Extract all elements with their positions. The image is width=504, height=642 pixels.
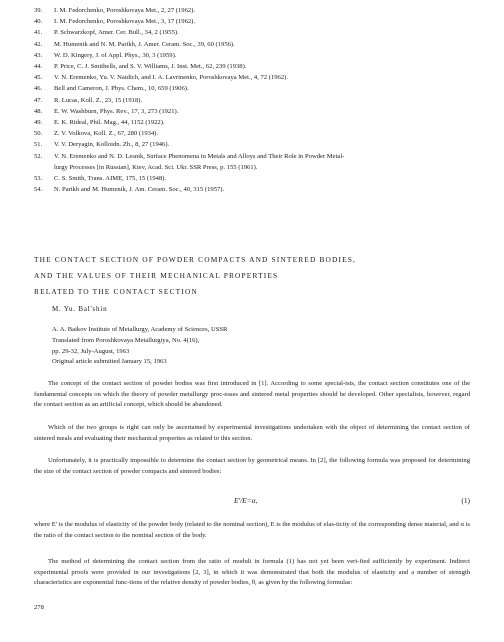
reference-item [34,39,474,50]
reference-line: Bell and Cameron, J. Phys. Chem., 10, 659 (1906). [54,85,189,93]
reference-line: I. M. Fedorchenko, Poroshkovaya Met., 2, 27 (1962). [54,7,196,14]
reference-item [34,50,474,61]
reference-number: 45. [34,74,43,82]
reference-number: 39. [34,7,43,14]
reference-line: Z. V. Volkova, Koll. Z., 67, 280 (1934). [54,130,159,138]
reference-line: V. N. Eremenko, Yu. V. Naidich, and I. A. Lavrinenko, Poroshkovaya Met., 4, 72 (1962). [54,74,288,82]
reference-text [54,173,474,184]
reference-line: E. W. Washburn, Phys. Rev., 17, 3, 273 (1921). [54,107,179,115]
affiliation-line: Translated from Poroshkovaya Metallurgiya, No. 4(16), [52,336,200,344]
reference-line: I. M. Fedorchenko, Poroshkovaya Met., 3, 17 (1962). [54,18,196,26]
reference-text [54,16,474,27]
affiliation-line: A. A. Baikov Institute of Metallurgy, Academy of Sciences, USSR [52,326,228,333]
body-paragraph: Which of the two groups is right can only be ascertained by experimental investigations undertaken with the object of determining the contact section of sintered meals and evaluating their mechanical properties as related to this section. [34,424,470,442]
reference-item [34,139,474,150]
reference-number: 53. [34,175,43,183]
reference-line: V. N. Eremenko and N. D. Lesnik, Surface Phenomena in Metals and Alloys and Their Role in Powder Metal- [54,152,345,160]
reference-item [34,128,474,139]
equation-expression: E'/E=α, [234,496,258,505]
reference-number: 49. [34,119,43,127]
reference-text [54,72,474,83]
reference-text [54,27,474,38]
reference-item [34,72,474,83]
reference-line: N. Parikh and M. Humenik, J. Am. Ceram. Soc., 40, 315 (1957). [54,186,225,194]
reference-number: 52. [34,152,43,160]
reference-text [54,184,474,195]
reference-text [54,117,474,128]
reference-line: M. Humenik and N. M. Parikh, J. Amer. Ceram. Soc., 39, 60 (1956). [54,40,235,48]
reference-number: 40. [34,18,43,26]
reference-number: 44. [34,63,43,71]
article-title [34,252,356,300]
reference-item [34,95,474,106]
reference-line: C. S. Smith, Trans. AIME, 175, 15 (1948). [54,175,167,183]
affiliation-line: Original article submitted January 15, 1963 [52,358,167,366]
reference-item [34,184,474,195]
reference-text [54,39,474,50]
reference-line: P. Schwarzkopf, Amer. Cer. Bull., 34, 2 (1955). [54,29,179,37]
reference-number: 47. [34,96,43,104]
reference-text [54,128,474,139]
author-name: M. Yu. Bal'shin [52,305,108,313]
reference-text [54,139,474,150]
reference-number: 46. [34,85,43,93]
affiliation-block [52,325,227,368]
reference-number: 50. [34,130,43,138]
title-line: AND THE VALUES OF THEIR MECHANICAL PROPERTIES [34,271,279,280]
body-paragraph: Unfortunately, it is practically impossible to determine the contact section by geometrical means. In [2], the following formula was proposed for determining the size of the contact section of powder compacts and sintered bodies: [34,457,470,475]
reference-line: W. D. Kingery, J. of Appl. Phys., 30, 3 (1959). [54,51,177,59]
reference-text [54,50,474,61]
reference-item [34,61,474,72]
reference-item [34,117,474,128]
equation-number: (1) [461,496,470,505]
body-paragraph: The method of determining the contact section from the ratio of moduli in formula (1) has not yet been veri-fied sufficiently by experiment. Indirect experimental proofs were provided in our investigations [2, 3], in which it was demonstrated that both the modulus of elasticity and a number of strength characteristics are exponential func-tions of the relative density of powder bodies, θ, as given by the following formulas: [34,558,470,587]
page-number: 278 [34,604,44,611]
reference-list [34,5,474,195]
reference-item [34,173,474,184]
reference-line: P. Price, C. J. Smithells, and S. V. Williams, J. Inst. Met., 62, 239 (1938). [54,63,247,71]
reference-line: E. K. Rideal, Phil. Mag., 44, 1152 (1922). [54,119,165,127]
reference-number: 54. [34,186,43,194]
body-paragraph: The concept of the contact section of powder bodies was first introduced in [1]. According to some special-ists, the contact section constitutes one of the fundamental concepts on which the theory of powder metallurgy proc-esses and sintered metal properties should be developed. Other specialists, however, regard the contact section as an artificial concept, which should be abandoned. [34,380,470,409]
reference-text [54,95,474,106]
reference-text [54,5,474,16]
reference-text [54,151,474,173]
reference-number: 48. [34,107,43,115]
reference-text [54,83,474,94]
body-paragraph: where E' is the modulus of elasticity of the powder body (related to the nominal section), E is the modulus of elas-ticity of the corresponding dense material, and α is the ratio of the contact section to the nominal section of the body. [34,521,470,539]
reference-text [54,61,474,72]
reference-text [54,106,474,117]
reference-item [34,83,474,94]
reference-line: R. Lucas, Koll. Z., 23, 15 (1918). [54,96,143,104]
title-line: RELATED TO THE CONTACT SECTION [34,287,198,296]
reference-item [34,27,474,38]
equation-1 [34,496,470,508]
reference-number: 51. [34,141,43,149]
reference-item [34,5,474,16]
affiliation-line: pp. 29-32, July-August, 1963 [52,347,130,355]
reference-line: lurgy Processes [in Russian], Kiev, Acad. Sci. Ukr. SSR Press, p. 155 (1961). [54,163,258,171]
reference-item [34,106,474,117]
reference-item [34,151,474,173]
reference-item [34,16,474,27]
title-line: THE CONTACT SECTION OF POWDER COMPACTS AND SINTERED BODIES, [34,255,357,264]
reference-number: 42. [34,40,43,48]
reference-line: V. V. Deryagin, Kolloidn. Zh., 8, 27 (1946). [54,141,170,149]
reference-number: 41. [34,29,43,37]
reference-number: 43. [34,51,43,59]
